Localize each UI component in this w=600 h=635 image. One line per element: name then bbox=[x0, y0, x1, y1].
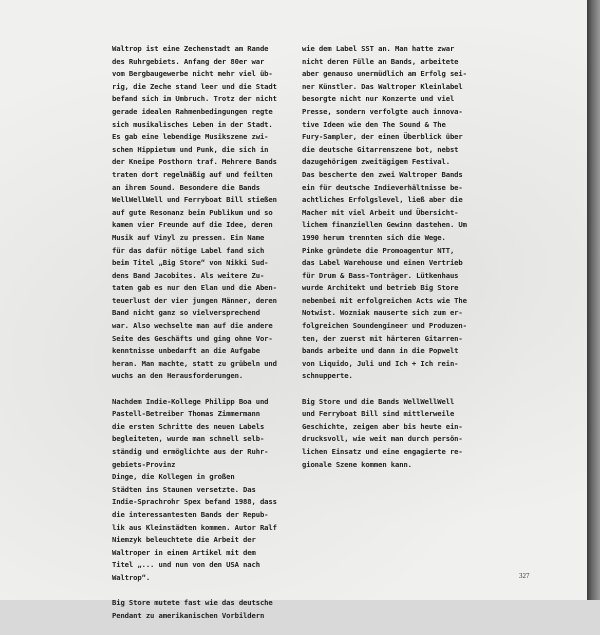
paragraph-conclusion: Big Store und die Bands WellWellWell und Ferryboat Bill sind mittlerweile Geschichte, zeigen aber bis heute ein- drucksvoll, wie weit man durch persön- lichen Einsatz und eine engagierte re- gionale Szene kommen kann. bbox=[302, 396, 463, 469]
paragraph-intro: Waltrop ist eine Zechenstadt am Rande des Ruhrgebiets. Anfang der 80er war vom Bergbaugewerbe nicht mehr viel üb- rig, die Zeche stand leer und die Stadt befand sich im Umbruch. Trotz der nicht gerade idealen Rahmenbedingungen regte sich musikalisches Leben in der Stadt. Es gab eine lebendige Musikszene zwi- schen Hippietum und Punk, die sich in der Kneipe Posthorn traf. Mehrere Bands traten dort regelmäßig auf und feilten an ihrem Sound. Besondere die Bands WellWellWell und Ferryboat Bill stießen auf gute Resonanz beim Publikum und so kamen vier Freunde auf die Idee, deren Musik auf Vinyl zu pressen. Ein Name für das dafür nötige Label fand sich beim Titel „Big Store“ von Nikki Sud- dens Band Jacobites. Als weitere Zu- taten gab es nur den Elan und die Aben- teuerlust der vier jungen Männer, deren Band nicht ganz so vielversprechend war. Also wechselte man auf die andere Seite des Geschäfts und ging ohne Vor- kenntnisse unbedarft an die Aufgabe heran. Man machte, statt zu grübeln und wuchs an den Herausforderungen. bbox=[112, 44, 277, 381]
book-spine-shadow bbox=[587, 0, 600, 600]
paragraph-history: Nachdem Indie-Kollege Philipp Boa und Pastell-Betreiber Thomas Zimmermann die ersten Schritte des neuen Labels begleiteten, wurde man schnell selb- ständig und ermöglichte aus der Ruhr- gebiets-Provinz Dinge, die Kollegen in großen Städten ins Staunen versetzte. Das Indie-Sprachrohr Spex befand 1988, dass die interessantesten Bands der Repub- lik aus Kleinstädten kommen. Autor Ralf Niemzyk beleuchtete die Arbeit der Waltroper in einem Artikel mit dem Titel „... und nun von den USA nach Waltrop“. bbox=[112, 396, 277, 582]
paragraph-comparison: Big Store mutete fast wie das deutsche Pendant zu amerikanischen Vorbildern bbox=[112, 598, 273, 620]
right-text-column bbox=[302, 43, 542, 484]
paragraph-continuation: wie dem Label SST an. Man hatte zwar nicht deren Fülle an Bands, arbeitete aber genauso unermüdlich am Erfolg sei- ner Künstler. Das Waltroper Kleinlabel besorgte nicht nur Konzerte und viel Presse, sondern verfolgte auch innova- tive Ideen wie den The Sound & The Fury-Sampler, der einen Überblick über die deutsche Gitarrenszene bot, nebst dazugehörigem zweitägigem Festival. Das bescherte den zwei Waltroper Bands ein für deutsche Indieverhältnisse be- achtliches Erfolgslevel, ließ aber die Macher mit viel Arbeit und Übersicht- lichem finanziellen Gewinn dastehen. Um 1990 herum trennten sich die Wege. Pinke gründete die Promoagentur NTT, das Label Warehouse und einen Vertrieb für Drum & Bass-Tonträger. Lütkenhaus wurde Architekt und betrieb Big Store nebenbei mit erfolgreichen Acts wie The Notwist. Wozniak mauserte sich zum er- folgreichen Soundengineer und Produzen- ten, der zuerst mit härteren Gitarren- bands arbeite und dann in die Popwelt von Liquido, Juli und Ich + Ich rein- schnupperte. bbox=[302, 44, 467, 381]
page-number: 327 bbox=[519, 572, 530, 580]
